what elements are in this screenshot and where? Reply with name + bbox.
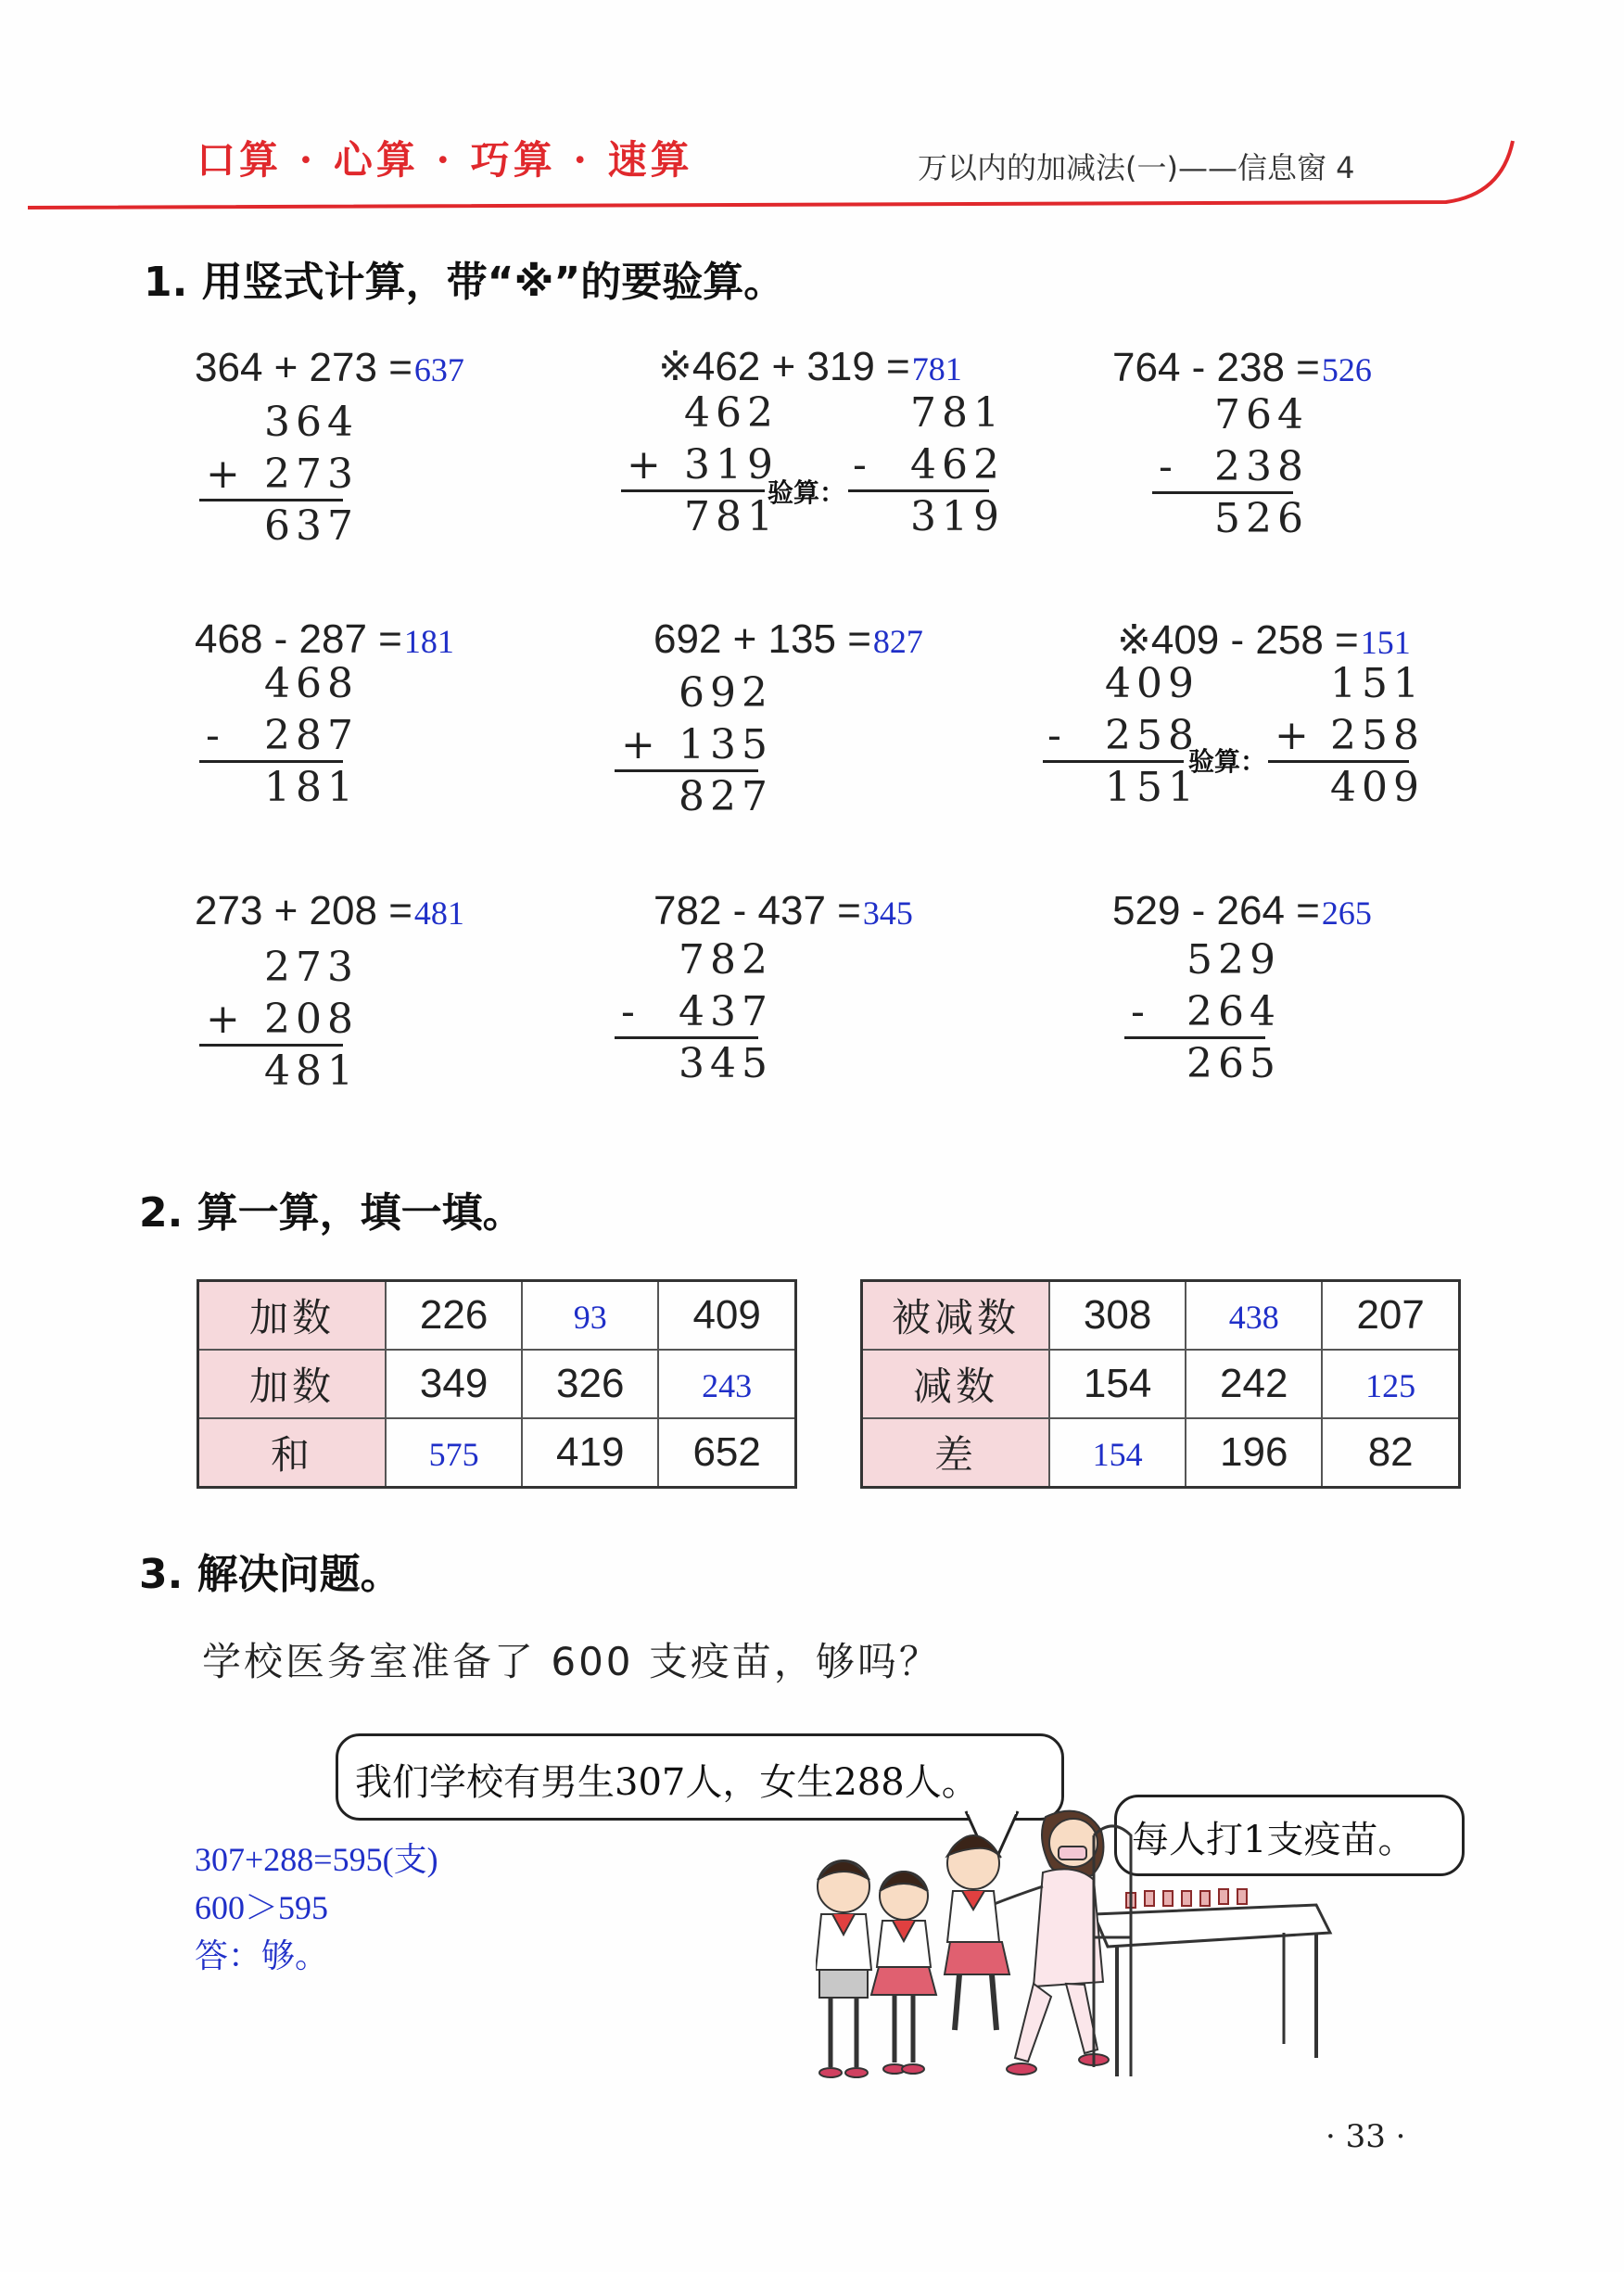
vcalc-9-op: - [1131,988,1150,1035]
sub-cell: 196 [1186,1418,1322,1488]
check-2-bottom: 462 [910,441,1005,489]
vcalc-1-bottom: 273 [264,451,359,498]
add-label-3: 和 [198,1418,387,1488]
vcalc-7-top: 273 [264,944,359,991]
header-red-curve [19,130,1520,222]
vcalc-8-op: - [621,988,641,1035]
q1-answer-9: 265 [1321,895,1372,932]
add-label-1: 加数 [198,1281,387,1351]
q2-title: 2. 算一算，填一填。 [139,1189,524,1237]
vcalc-3-op: - [1159,443,1178,490]
sub-cell-filled: 438 [1186,1281,1322,1351]
speech-bubble-1-text: 我们学校有男生307人，女生288人。 [355,1761,979,1804]
q1-expr-5: 692 + 135 =827 [653,616,923,662]
vaccination-illustration [816,1798,1335,2104]
sub-label-3: 差 [862,1418,1050,1488]
vcalc-7-result: 481 [264,1047,359,1095]
add-label-2: 加数 [198,1350,387,1418]
sub-cell: 154 [1049,1350,1186,1418]
q1-expr-3: 764 - 238 =526 [1112,345,1372,390]
add-cell: 419 [522,1418,658,1488]
vcalc-2-result: 781 [684,493,779,540]
q1-expr-4: 468 - 287 =181 [195,616,454,662]
check-6-rule [1268,760,1409,763]
header-right-title: 万以内的加减法(一)——信息窗 4 [918,150,1355,185]
check-2-result: 319 [910,493,1005,540]
vcalc-6-top: 409 [1105,660,1199,707]
vcalc-1-rule [199,499,343,501]
vcalc-8-rule [615,1036,758,1039]
sub-cell: 82 [1322,1418,1459,1488]
sub-label-2: 减数 [862,1350,1050,1418]
q1-expr-9: 529 - 264 =265 [1112,888,1372,933]
vcalc-1-top: 364 [264,399,359,446]
addition-table [197,1279,797,1489]
page-number: · 33 · [1326,2118,1406,2155]
q1-answer-7: 481 [413,895,464,932]
add-cell: 409 [658,1281,795,1351]
vcalc-6-op: - [1047,712,1067,759]
check-6-bottom: 258 [1330,712,1425,759]
q1-expr-8: 782 - 437 =345 [653,888,913,933]
vcalc-2-bottom: 319 [684,441,779,489]
standing-boy [816,1860,871,2077]
q1-expr-1: 364 + 273 =637 [195,345,464,390]
vcalc-8-result: 345 [679,1040,773,1087]
vcalc-2-op: + [627,441,666,489]
seated-girl [945,1835,1009,2030]
vcalc-4-result: 181 [264,764,359,811]
vcalc-4-op: - [206,712,225,759]
vcalc-6-rule [1043,760,1184,763]
speech-bubble-2-text: 每人打1支疫苗。 [1132,1819,1415,1861]
q1-expr-6: ※409 - 258 =151 [1117,617,1411,663]
vcalc-9-bottom: 264 [1186,988,1281,1035]
vcalc-3-top: 764 [1214,391,1309,438]
subtraction-table [860,1279,1461,1489]
answer-line-3: 答：够。 [195,1937,329,1974]
vcalc-5-result: 827 [679,773,773,820]
vcalc-7-bottom: 208 [264,996,359,1043]
q1-answer-5: 827 [872,623,923,660]
vcalc-8-bottom: 437 [679,988,773,1035]
header-left-title: 口算 · 心算 · 巧算 · 速算 [197,137,693,183]
check-2-top: 781 [910,389,1005,437]
vcalc-1-result: 637 [264,502,359,550]
check-6-op: + [1275,712,1314,759]
vcalc-7-op: + [206,996,246,1043]
sub-cell: 308 [1049,1281,1186,1351]
q3-title: 3. 解决问题。 [139,1551,401,1598]
vcalc-6-bottom: 258 [1105,712,1199,759]
vcalc-3-bottom: 238 [1214,443,1309,490]
check-2-op: - [853,441,872,489]
add-cell: 326 [522,1350,658,1418]
answer-line-1: 307+288=595(支) [195,1841,438,1878]
add-cell: 226 [386,1281,522,1351]
vaccine-vials [1126,1889,1247,1908]
vcalc-4-top: 468 [264,660,359,707]
vcalc-9-top: 529 [1186,936,1281,984]
vcalc-6-result: 151 [1105,764,1199,811]
q1-answer-2: 781 [911,350,962,387]
q1-answer-6: 151 [1360,624,1411,661]
sub-cell-filled: 154 [1049,1418,1186,1488]
table-drawing [1094,1905,1330,2076]
vcalc-4-bottom: 287 [264,712,359,759]
q3-question: 学校医务室准备了 600 支疫苗，够吗？ [202,1639,941,1684]
q1-expr-2: ※462 + 319 =781 [658,344,962,389]
check-label-6: 验算： [1188,746,1267,777]
check-2-rule [848,489,989,492]
q1-expr-7: 273 + 208 =481 [195,888,464,933]
vcalc-1-op: + [206,451,246,498]
answer-line-2: 600＞595 [195,1889,329,1926]
q1-answer-1: 637 [413,351,464,388]
add-cell: 652 [658,1418,795,1488]
vcalc-7-rule [199,1044,343,1047]
add-cell-filled: 575 [386,1418,522,1488]
vcalc-3-result: 526 [1214,495,1309,542]
sub-label-1: 被减数 [862,1281,1050,1351]
vcalc-2-top: 462 [684,389,779,437]
q1-answer-3: 526 [1321,351,1372,388]
check-6-result: 409 [1330,764,1425,811]
q1-answer-8: 345 [862,895,913,932]
add-cell-filled: 243 [658,1350,795,1418]
vcalc-9-result: 265 [1186,1040,1281,1087]
vcalc-2-rule [621,489,765,492]
add-cell: 349 [386,1350,522,1418]
add-cell-filled: 93 [522,1281,658,1351]
sub-cell-filled: 125 [1322,1350,1459,1418]
sub-cell: 242 [1186,1350,1322,1418]
vcalc-4-rule [199,760,343,763]
vcalc-5-op: + [621,721,661,768]
vcalc-9-rule [1124,1036,1265,1039]
sub-cell: 207 [1322,1281,1459,1351]
check-label-2: 验算： [768,477,846,508]
q1-title: 1. 用竖式计算，带“※”的要验算。 [144,259,785,306]
vcalc-5-bottom: 135 [679,721,773,768]
vcalc-8-top: 782 [679,936,773,984]
vcalc-5-rule [615,769,758,772]
nurse [992,1811,1109,2075]
vcalc-3-rule [1152,491,1293,494]
vcalc-5-top: 692 [679,669,773,717]
q1-answer-4: 181 [403,623,454,660]
standing-girl [871,1872,936,2074]
check-6-top: 151 [1330,660,1425,707]
